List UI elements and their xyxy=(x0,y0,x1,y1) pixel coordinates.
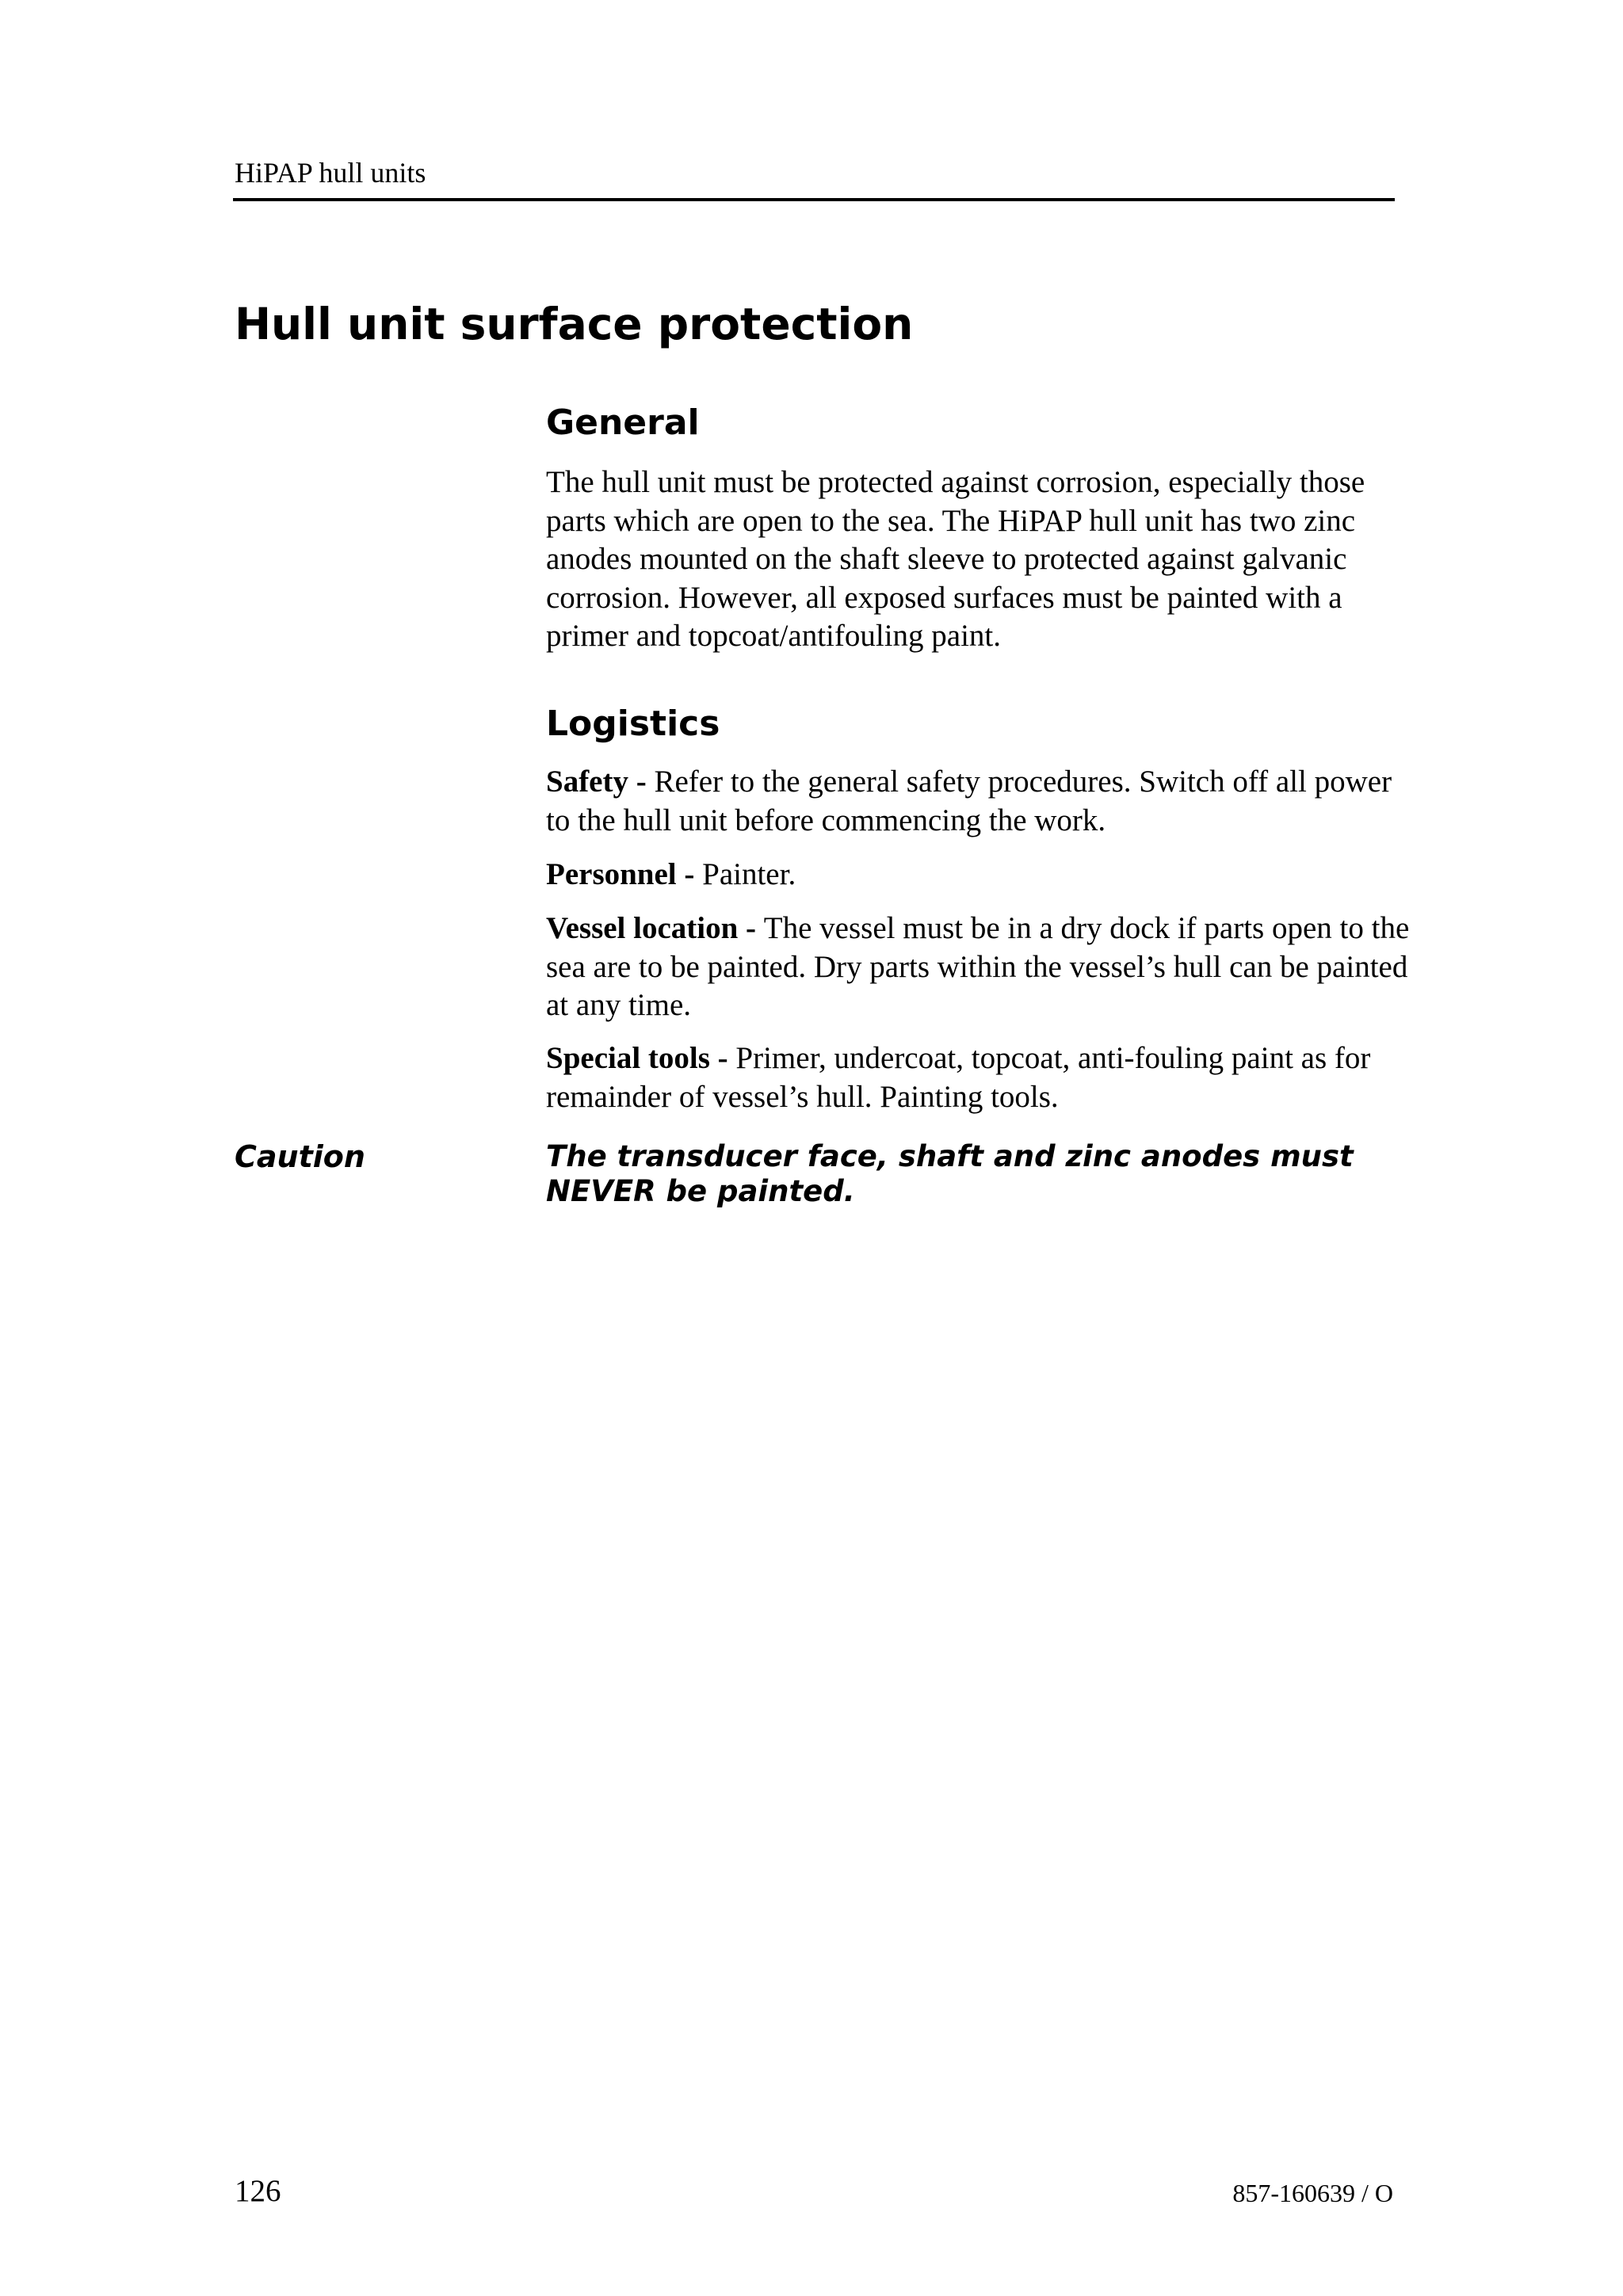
vessel-location-text: The vessel must be in a dry dock if parts open to the sea are to be painted. Dry parts within the vessel’s hull can be painted at any time. xyxy=(546,911,1410,1022)
special-tools-paragraph xyxy=(546,1039,1418,1116)
document-id: 857-160639 / O xyxy=(1232,2179,1393,2207)
personnel-text: Painter. xyxy=(702,857,796,891)
page-number: 126 xyxy=(235,2174,281,2208)
logistics-heading: Logistics xyxy=(546,704,720,744)
header-rule xyxy=(233,198,1395,201)
special-tools-text: Primer, undercoat, topcoat, anti-fouling paint as for remainder of vessel’s hull. Painting tools. xyxy=(546,1041,1371,1114)
safety-paragraph xyxy=(546,763,1418,840)
vessel-location-label: Vessel location - xyxy=(546,911,764,945)
vessel-location-paragraph xyxy=(546,910,1418,1025)
personnel-paragraph xyxy=(546,856,1418,894)
special-tools-label: Special tools - xyxy=(546,1041,736,1075)
general-heading: General xyxy=(546,402,700,443)
caution-label: Caution xyxy=(235,1139,365,1174)
running-header: HiPAP hull units xyxy=(235,157,426,189)
personnel-label: Personnel - xyxy=(546,857,703,891)
safety-label: Safety - xyxy=(546,765,655,799)
general-body: The hull unit must be protected against corrosion, especially those parts which are open to the sea. The HiPAP hull unit has two zinc anodes mounted on the shaft sleeve to protected against galvanic corrosion. However, all exposed surfaces must be painted with a primer and topcoat/antifouling paint. xyxy=(546,465,1365,653)
safety-text: Refer to the general safety procedures. Switch off all power to the hull unit before commencing the work. xyxy=(546,765,1392,837)
section-title: Hull unit surface protection xyxy=(235,299,914,349)
caution-text: The transducer face, shaft and zinc anodes must NEVER be painted. xyxy=(546,1139,1354,1208)
